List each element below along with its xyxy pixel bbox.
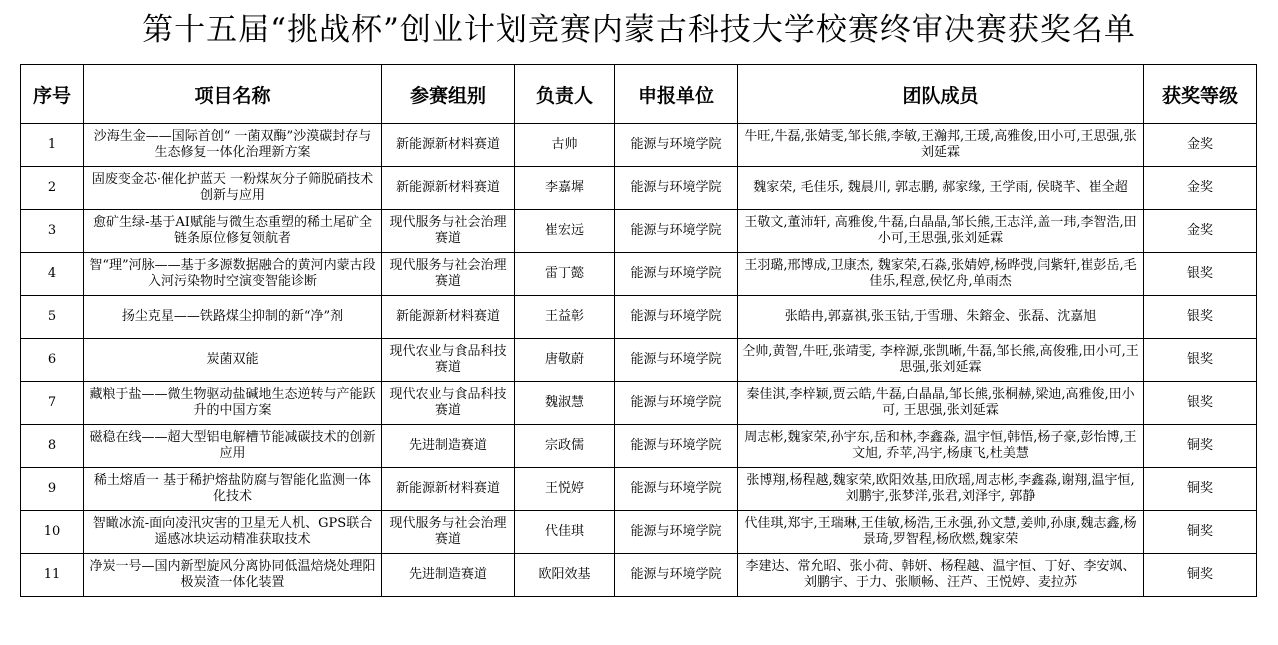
award-level-cell: 铜奖 xyxy=(1144,468,1257,511)
leader-cell: 欧阳效基 xyxy=(515,554,615,597)
leader-cell: 王悦婷 xyxy=(515,468,615,511)
unit-cell: 能源与环境学院 xyxy=(615,253,738,296)
award-level-cell: 金奖 xyxy=(1144,124,1257,167)
table-row xyxy=(21,554,1257,597)
table-row xyxy=(21,167,1257,210)
row-index: 4 xyxy=(21,253,84,296)
award-table xyxy=(20,64,1257,597)
col-header-project: 项目名称 xyxy=(84,65,382,124)
table-row xyxy=(21,339,1257,382)
row-index: 8 xyxy=(21,425,84,468)
leader-cell: 王益彰 xyxy=(515,296,615,339)
page-title: 第十五届“挑战杯”创业计划竞赛内蒙古科技大学校赛终审决赛获奖名单 xyxy=(142,12,1136,48)
unit-cell: 能源与环境学院 xyxy=(615,511,738,554)
award-level-cell: 铜奖 xyxy=(1144,554,1257,597)
members-cell: 张皓冉,郭嘉祺,张玉钴,于雪珊、朱鎔金、张磊、沈嘉旭 xyxy=(738,296,1144,339)
group-cell: 新能源新材料赛道 xyxy=(382,468,515,511)
members-cell: 张博翔,杨程越,魏家荣,欧阳效基,田欣瑶,周志彬,李鑫淼,谢翔,温宇恒,刘鹏宇,张梦洋,张君,刘泽宇, 郭静 xyxy=(738,468,1144,511)
unit-cell: 能源与环境学院 xyxy=(615,124,738,167)
col-header-index: 序号 xyxy=(21,65,84,124)
project-name-cell: 净炭一号—国内新型旋风分离协同低温焙烧处理阳极炭渣一体化装置 xyxy=(84,554,382,597)
leader-cell: 魏淑慧 xyxy=(515,382,615,425)
award-level-cell: 银奖 xyxy=(1144,253,1257,296)
unit-cell: 能源与环境学院 xyxy=(615,554,738,597)
members-cell: 王敬文,董沛轩, 高雅俊,牛磊,白晶晶,邹长熊,王志洋,盖一玮,李智浩,田小可,王思强,张刘延霖 xyxy=(738,210,1144,253)
project-name-cell: 扬尘克星——铁路煤尘抑制的新“净”剂 xyxy=(84,296,382,339)
members-cell: 魏家荣, 毛佳乐, 魏晨川, 郭志鹏, 郝家缘, 王学雨, 侯晓芊、崔全超 xyxy=(738,167,1144,210)
group-cell: 先进制造赛道 xyxy=(382,554,515,597)
col-header-leader: 负责人 xyxy=(515,65,615,124)
table-row xyxy=(21,253,1257,296)
leader-cell: 古帅 xyxy=(515,124,615,167)
group-cell: 现代服务与社会治理赛道 xyxy=(382,511,515,554)
group-cell: 新能源新材料赛道 xyxy=(382,124,515,167)
row-index: 9 xyxy=(21,468,84,511)
table-body xyxy=(21,124,1257,597)
project-name-cell: 藏粮于盐——微生物驱动盐碱地生态逆转与产能跃升的中国方案 xyxy=(84,382,382,425)
leader-cell: 代佳琪 xyxy=(515,511,615,554)
project-name-cell: 稀土熔盾一 基于稀护熔盐防腐与智能化监测一体化技术 xyxy=(84,468,382,511)
members-cell: 牛旺,牛磊,张婧雯,邹长熊,李敏,王瀚邦,王瑗,高雅俊,田小可,王思强,张刘延霖 xyxy=(738,124,1144,167)
col-header-members: 团队成员 xyxy=(738,65,1144,124)
col-header-group: 参赛组别 xyxy=(382,65,515,124)
award-level-cell: 银奖 xyxy=(1144,382,1257,425)
group-cell: 现代农业与食品科技赛道 xyxy=(382,382,515,425)
unit-cell: 能源与环境学院 xyxy=(615,296,738,339)
row-index: 6 xyxy=(21,339,84,382)
unit-cell: 能源与环境学院 xyxy=(615,468,738,511)
group-cell: 现代农业与食品科技赛道 xyxy=(382,339,515,382)
leader-cell: 宗政儒 xyxy=(515,425,615,468)
group-cell: 新能源新材料赛道 xyxy=(382,296,515,339)
table-row xyxy=(21,425,1257,468)
members-cell: 代佳琪,郑宇,王瑞琳,王佳敏,杨浩,王永强,孙文慧,姜帅,孙康,魏志鑫,杨景琦,罗智程,杨欣燃,魏家荣 xyxy=(738,511,1144,554)
row-index: 5 xyxy=(21,296,84,339)
table-row xyxy=(21,382,1257,425)
award-level-cell: 金奖 xyxy=(1144,210,1257,253)
table-row xyxy=(21,124,1257,167)
members-cell: 秦佳淇,李梓颖,贾云皓,牛磊,白晶晶,邹长熊,张桐赫,梁迪,高雅俊,田小可, 王思强,张刘延霖 xyxy=(738,382,1144,425)
row-index: 1 xyxy=(21,124,84,167)
leader-cell: 雷丁懿 xyxy=(515,253,615,296)
col-header-level: 获奖等级 xyxy=(1144,65,1257,124)
project-name-cell: 炭菌双能 xyxy=(84,339,382,382)
members-cell: 周志彬,魏家荣,孙宇东,岳和林,李鑫淼, 温宇恒,韩悟,杨子豪,彭怡博,王文旭, 乔苹,冯宇,杨康飞,杜美慧 xyxy=(738,425,1144,468)
group-cell: 新能源新材料赛道 xyxy=(382,167,515,210)
unit-cell: 能源与环境学院 xyxy=(615,425,738,468)
project-name-cell: 固废变金芯·催化护蓝天 一粉煤灰分子筛脱硝技术创新与应用 xyxy=(84,167,382,210)
members-cell: 李建达、常允昭、张小荷、韩妍、杨程越、温宇恒、丁好、李安飒、刘鹏宇、于力、张顺畅、汪芦、王悦婷、麦拉苏 xyxy=(738,554,1144,597)
award-level-cell: 铜奖 xyxy=(1144,425,1257,468)
table-header-row xyxy=(21,65,1257,124)
award-level-cell: 铜奖 xyxy=(1144,511,1257,554)
table-row xyxy=(21,511,1257,554)
members-cell: 仝帅,黄智,牛旺,张靖雯, 李梓源,张凯晰,牛磊,邹长熊,高俊雅,田小可,王思强,张刘延霖 xyxy=(738,339,1144,382)
group-cell: 现代服务与社会治理赛道 xyxy=(382,253,515,296)
award-level-cell: 金奖 xyxy=(1144,167,1257,210)
row-index: 11 xyxy=(21,554,84,597)
award-level-cell: 银奖 xyxy=(1144,339,1257,382)
row-index: 3 xyxy=(21,210,84,253)
leader-cell: 李嘉墀 xyxy=(515,167,615,210)
award-level-cell: 银奖 xyxy=(1144,296,1257,339)
unit-cell: 能源与环境学院 xyxy=(615,210,738,253)
group-cell: 现代服务与社会治理赛道 xyxy=(382,210,515,253)
table-row xyxy=(21,296,1257,339)
col-header-unit: 申报单位 xyxy=(615,65,738,124)
table-row xyxy=(21,468,1257,511)
project-name-cell: 智“理”河脉——基于多源数据融合的黄河内蒙古段入河污染物时空演变智能诊断 xyxy=(84,253,382,296)
project-name-cell: 沙海生金——国际首创“ 一菌双酶”沙漠碳封存与生态修复一体化治理新方案 xyxy=(84,124,382,167)
members-cell: 王羽璐,邢博成,卫康杰, 魏家荣,石淼,张婧婷,杨晔弢,闫紫轩,崔彭岳,毛佳乐,程意,侯忆舟,单雨杰 xyxy=(738,253,1144,296)
group-cell: 先进制造赛道 xyxy=(382,425,515,468)
project-name-cell: 磁稳在线——超大型铝电解槽节能减碳技术的创新应用 xyxy=(84,425,382,468)
row-index: 2 xyxy=(21,167,84,210)
unit-cell: 能源与环境学院 xyxy=(615,339,738,382)
unit-cell: 能源与环境学院 xyxy=(615,167,738,210)
unit-cell: 能源与环境学院 xyxy=(615,382,738,425)
row-index: 7 xyxy=(21,382,84,425)
project-name-cell: 愈矿生绿-基于AI赋能与微生态重塑的稀土尾矿全链条原位修复领航者 xyxy=(84,210,382,253)
project-name-cell: 智瞰冰流-面向凌汛灾害的卫星无人机、GPS联合遥感冰块运动精准获取技术 xyxy=(84,511,382,554)
row-index: 10 xyxy=(21,511,84,554)
leader-cell: 唐敬蔚 xyxy=(515,339,615,382)
leader-cell: 崔宏远 xyxy=(515,210,615,253)
table-row xyxy=(21,210,1257,253)
